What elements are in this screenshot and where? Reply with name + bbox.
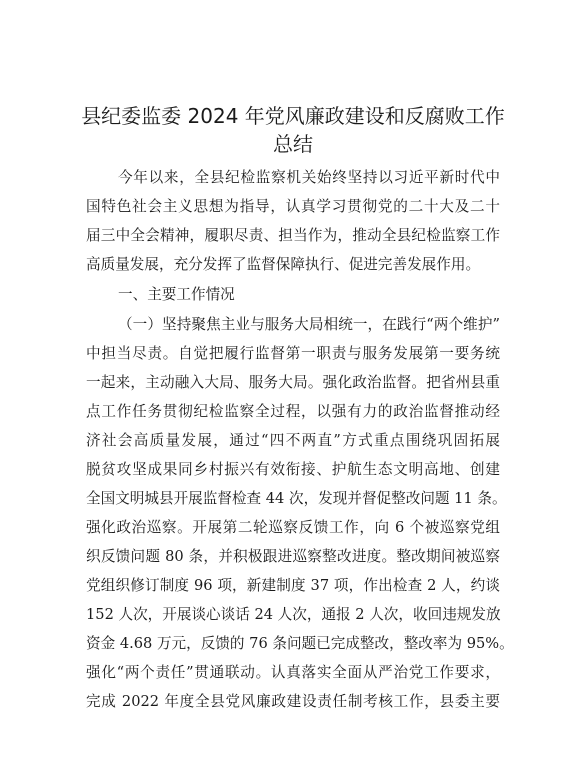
section-line: 织反馈问题 80 条，并积极跟进巡察整改进度。整改期间被巡察: [86, 548, 500, 565]
document-title-line-2: 总结: [273, 132, 313, 156]
section-line: 强化政治巡察。开展第二轮巡察反馈工作，向 6 个被巡察党组: [86, 519, 500, 536]
intro-line: 高质量发展，充分发挥了监督保障执行、促进完善发展作用。: [86, 256, 481, 273]
section-line: 中担当尽责。自觉把履行监督第一职责与服务发展第一要务统: [86, 345, 500, 362]
document-title-line-1: 县纪委监委 2024 年党风廉政建设和反腐败工作: [81, 104, 505, 128]
intro-line: 国特色社会主义思想为指导，认真学习贯彻党的二十大及二十: [86, 198, 500, 215]
section-line: 完成 2022 年度全县党风廉政建设责任制考核工作，县委主要: [86, 693, 500, 710]
section-line: 济社会高质量发展，通过“四不两直”方式重点围绕巩固拓展: [86, 432, 500, 449]
section-heading: 一、主要工作情况: [118, 286, 235, 303]
section-line: 资金 4.68 万元，反馈的 76 条问题已完成整改，整改率为 95%。: [86, 635, 514, 652]
section-line: 一起来，主动融入大局、服务大局。强化政治监督。把省州县重: [86, 374, 500, 391]
section-line: 152 人次，开展谈心谈话 24 人次，通报 2 人次，收回违规发放: [86, 606, 501, 623]
section-line: 党组织修订制度 96 项，新建制度 37 项，作出检查 2 人，约谈: [86, 577, 500, 594]
intro-line: 届三中全会精神，履职尽责、担当作为，推动全县纪检监察工作: [86, 227, 500, 244]
section-line: 强化“两个责任”贯通联动。认真落实全面从严治党工作要求，: [86, 664, 500, 681]
section-line: 全国文明城县开展监督检查 44 次，发现并督促整改问题 11 条。: [86, 490, 507, 507]
section-line: 脱贫攻坚成果同乡村振兴有效衔接、护航生态文明高地、创建: [86, 461, 500, 478]
section-line: 点工作任务贯彻纪检监察全过程，以强有力的政治监督推动经: [86, 403, 500, 420]
section-line: （一）坚持聚焦主业与服务大局相统一，在践行“两个维护”: [118, 316, 500, 333]
intro-line: 今年以来，全县纪检监察机关始终坚持以习近平新时代中: [118, 169, 500, 186]
